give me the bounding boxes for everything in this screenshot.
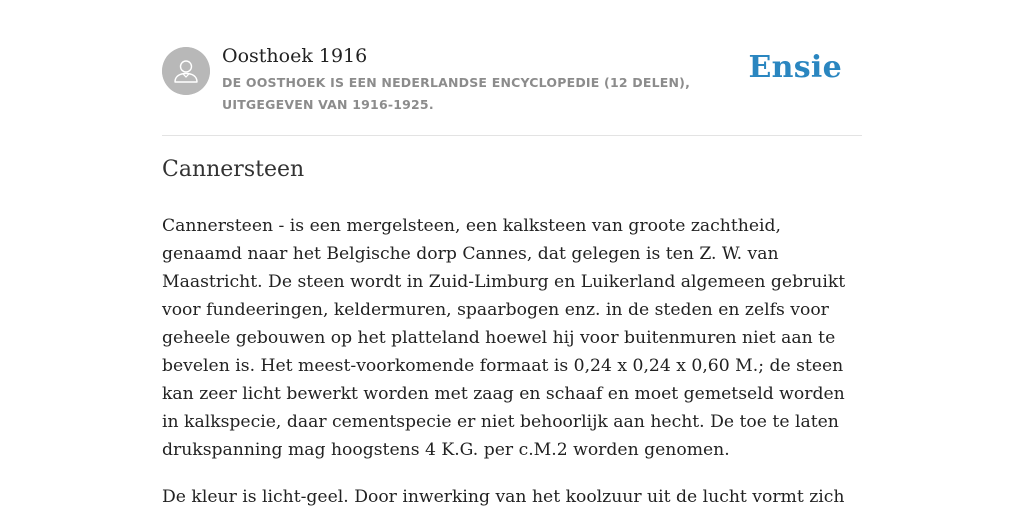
source-description: DE OOSTHOEK IS EEN NEDERLANDSE ENCYCLOPEDIE (12 DELEN), UITGEGEVEN VAN 1916-1925. [222, 75, 691, 112]
article-paragraph: De kleur is licht-geel. Door inwerking van het koolzuur uit de lucht vormt zich [162, 487, 845, 507]
page [162, 0, 862, 507]
article-body [162, 212, 862, 530]
avatar[interactable] [162, 47, 210, 95]
source-header [162, 0, 862, 136]
source-name-link[interactable]: Oosthoek 1916 [222, 45, 368, 67]
article-title: Cannersteen [162, 157, 305, 182]
user-avatar-icon [162, 47, 210, 95]
article-paragraph: Cannersteen - is een mergelsteen, een kalksteen van groote zachtheid, genaamd naar het Belgische dorp Cannes, dat gelegen is ten Z. W. van Maastricht. De steen wordt in Zuid-Limburg en Luikerland algemeen gebruikt voor fundeeringen, keldermuren, spaarbogen enz. in de steden en zelfs voor geheele gebouwen op het platteland hoewel hij voor buitenmuren niet aan te bevelen is. Het meest-voorkomende formaat is 0,24 x 0,24 x 0,60 M.; de steen kan zeer licht bewerkt worden met zaag en schaaf en moet gemetseld worden in kalkspecie, daar cementspecie er niet behoorlijk aan hecht. De toe te laten drukspanning mag hoogstens 4 K.G. per c.M.2 worden genomen. [162, 216, 846, 460]
ensie-logo-link[interactable]: Ensie [748, 50, 842, 85]
